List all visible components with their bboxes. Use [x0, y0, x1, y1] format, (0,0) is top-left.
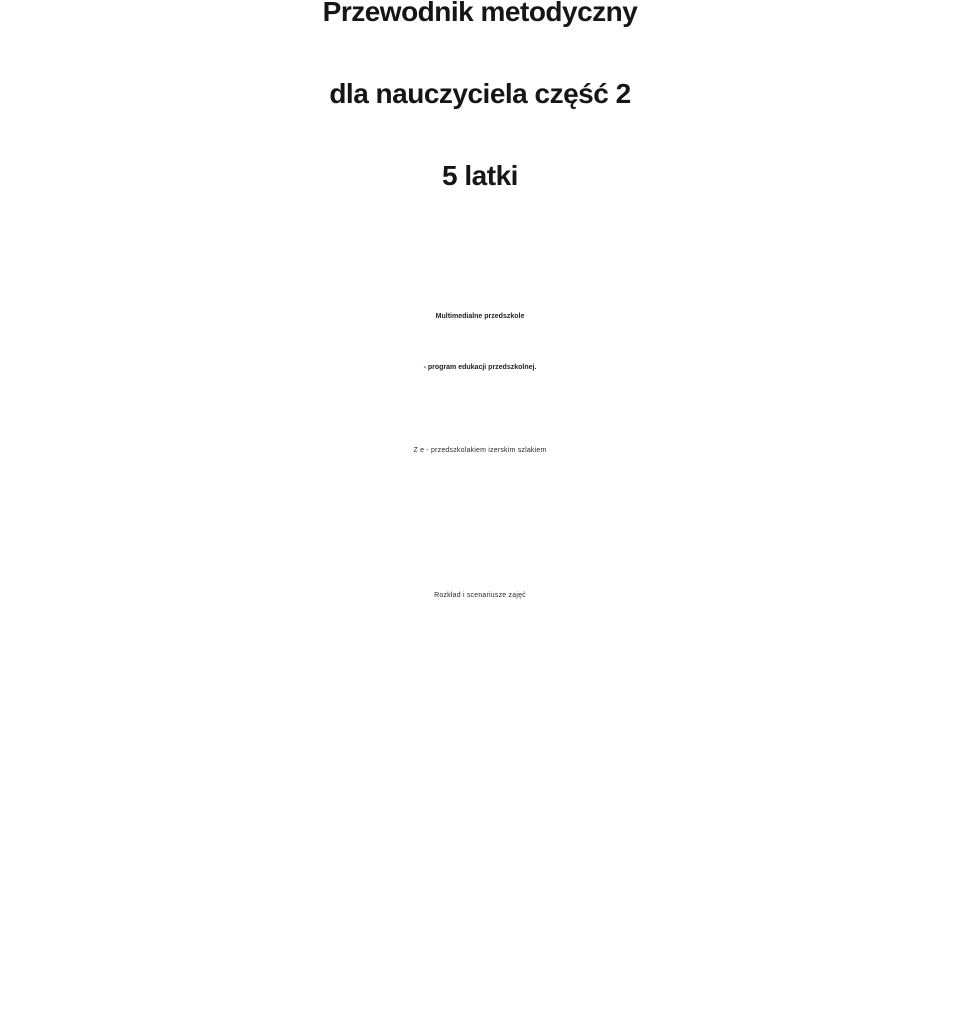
title-line-2: dla nauczyciela część 2 — [329, 78, 631, 109]
section-title: Rozkład i scenariusze zajęć — [434, 592, 526, 599]
series-title: Z e - przedszkolakiem izerskim szlakiem — [413, 447, 547, 454]
program-line-1: Multimedialne przedszkole — [435, 313, 525, 320]
title-line-3: 5 latki — [442, 160, 518, 191]
title-line-1: Przewodnik metodyczny — [322, 0, 638, 27]
program-line-2: - program edukacji przedszkolnej. — [423, 364, 537, 371]
